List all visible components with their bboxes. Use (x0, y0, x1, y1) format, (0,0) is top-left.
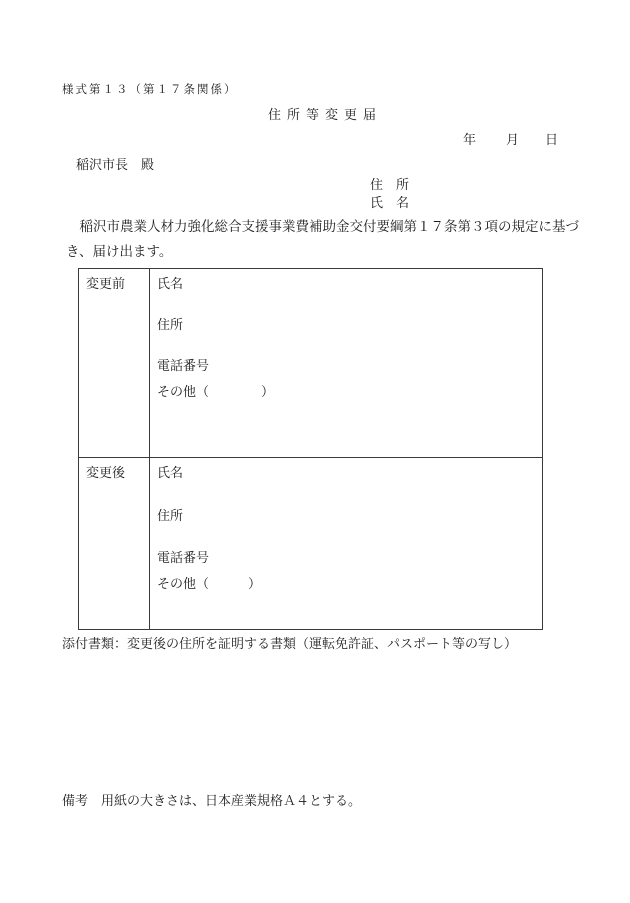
after-address-label: 住所 (157, 508, 184, 523)
remarks-note: 備考 用紙の大きさは、日本産業規格Ａ４とする。 (62, 793, 362, 808)
page-title: 住所等変更届 (268, 107, 383, 122)
table-row-after (79, 458, 542, 629)
after-name-label: 氏名 (157, 465, 184, 480)
form-number: 様式第１３（第１７条関係） (62, 84, 238, 96)
row-heading-after: 変更後 (86, 465, 126, 480)
date-month-label: 月 (506, 132, 520, 147)
change-table (78, 268, 543, 630)
date-day-label: 日 (545, 132, 559, 147)
before-name-label: 氏名 (157, 276, 184, 291)
row-heading-before: 変更前 (86, 276, 126, 291)
date-year-label: 年 (463, 132, 477, 147)
attachments-note: 添付書類：変更後の住所を証明する書類（運転免許証、パスポート等の写し） (62, 636, 518, 651)
before-address-label: 住所 (157, 317, 184, 332)
applicant-address-label: 住 所 (370, 177, 410, 192)
before-phone-label: 電話番号 (157, 358, 210, 373)
table-row-before (79, 269, 542, 457)
addressee: 稲沢市長 殿 (76, 157, 155, 172)
before-other-label: その他（ ） (157, 384, 275, 399)
declaration-text: 稲沢市農業人材力強化総合支援事業費補助金交付要綱第１７条第３項の規定に基づき、届け出ます。 (66, 219, 579, 259)
applicant-name-label: 氏 名 (370, 195, 410, 210)
after-other-label: その他（ ） (157, 576, 262, 591)
after-phone-label: 電話番号 (157, 550, 210, 565)
